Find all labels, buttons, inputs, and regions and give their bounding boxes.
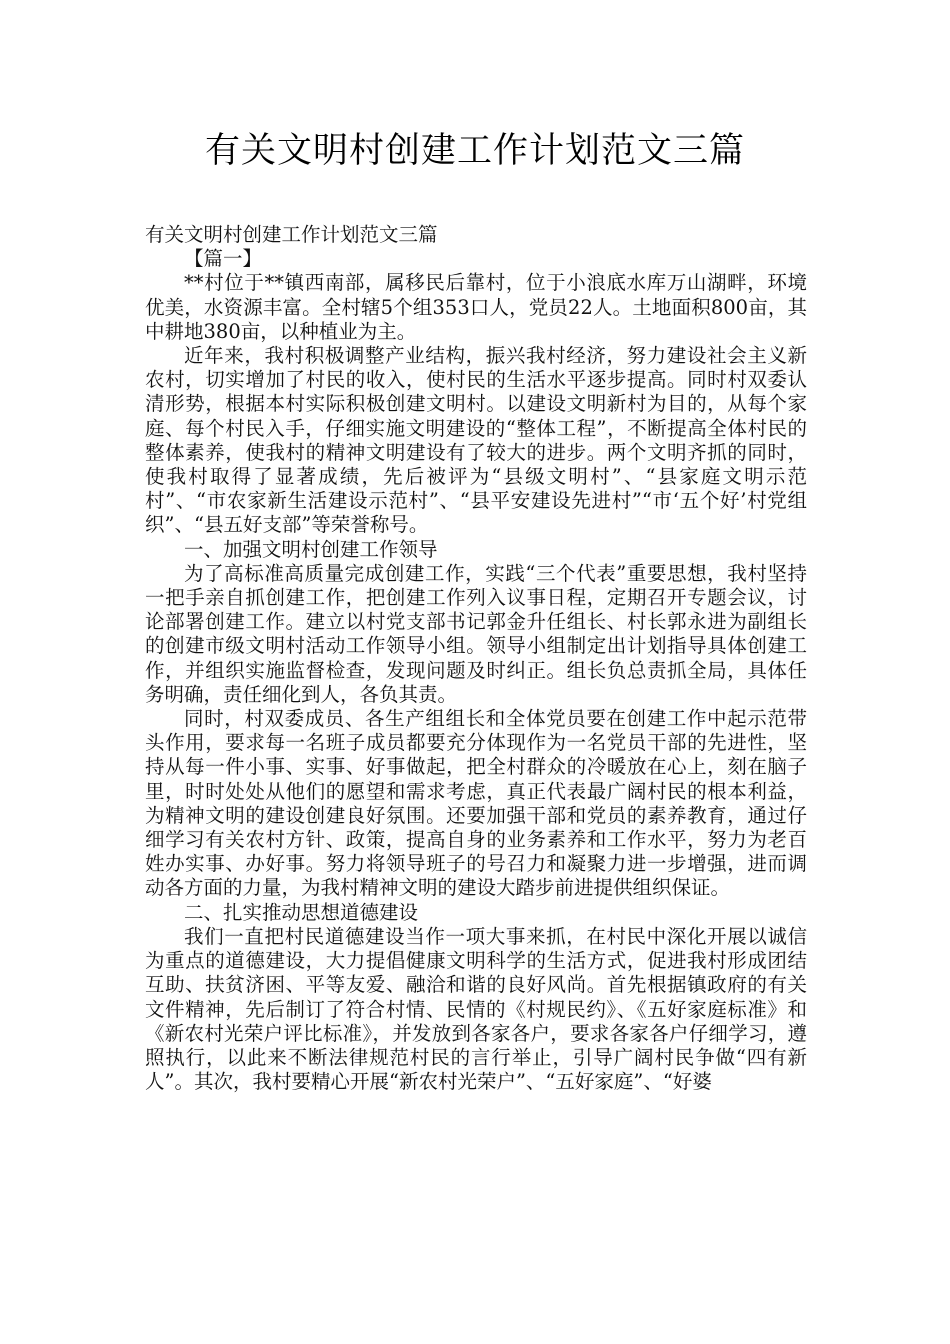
document-subtitle: 有关文明村创建工作计划范文三篇 [145,223,438,246]
part-label: 【篇一】 [184,247,263,271]
document-title: 有关文明村创建工作计划范文三篇 [204,131,745,171]
document-body [145,223,807,1094]
section-heading: 一、加强文明村创建工作领导 [184,537,438,561]
paragraph: 我们一直把村民道德建设当作一项大事来抓，在村民中深化开展以诚信为重点的道德建设，大力提倡健康文明科学的生活方式，促进我村形成团结互助、扶贫济困、平等友爱、融洽和谐的良好风尚。首先根据镇政府的有关文件精神，先后制订了符合村情、民情的《村规民约》、《五好家庭标准》和《新农村光荣户评比标准》，并发放到各家各户，要求各家各户仔细学习，遵照执行，以此来不断法律规范村民的言行举止，引导广阔村民争做“四有新人”。其次，我村要精心开展“新农村光荣户”、“五好家庭”、“好婆 [145,924,807,1094]
paragraph: 为了高标准高质量完成创建工作，实践“三个代表”重要思想，我村坚持一把手亲自抓创建工作，把创建工作列入议事日程，定期召开专题会议，讨论部署创建工作。建立以村党支部书记郭金升任组长、村长郭永进为副组长的创建市级文明村活动工作领导小组。领导小组制定出计划指导具体创建工作，并组织实施监督检查，发现问题及时纠正。组长负总责抓全局，具体任务明确，责任细化到人，各负其责。 [145,561,807,706]
paragraph: 同时，村双委成员、各生产组组长和全体党员要在创建工作中起示范带头作用，要求每一名班子成员都要充分体现作为一名党员干部的先进性，坚持从每一件小事、实事、好事做起，把全村群众的冷暖放在心上，刻在脑子里，时时处处从他们的愿望和需求考虑，真正代表最广阔村民的根本利益，为精神文明的建设创建良好氛围。还要加强干部和党员的素养教育，通过仔细学习有关农村方针、政策，提高自身的业务素养和工作水平，努力为老百姓办实事、办好事。努力将领导班子的号召力和凝聚力进一步增强，进而调动各方面的力量，为我村精神文明的建设大踏步前进提供组织保证。 [145,707,807,900]
section-heading: 二、扎实推动思想道德建设 [184,900,419,924]
paragraph: 近年来，我村积极调整产业结构，振兴我村经济，努力建设社会主义新农村，切实增加了村民的收入，使村民的生活水平逐步提高。同时村双委认清形势，根据本村实际积极创建文明村。以建设文明新村为目的，从每个家庭、每个村民入手，仔细实施文明建设的“整体工程”，不断提高全体村民的整体素养，使我村的精神文明建设有了较大的进步。两个文明齐抓的同时，使我村取得了显著成绩，先后被评为“县级文明村”、“县家庭文明示范村”、“市农家新生活建设示范村”、“县平安建设先进村”“市‘五个好’村党组织”、“县五好支部”等荣誉称号。 [145,344,807,537]
paragraph: **村位于**镇西南部，属移民后靠村，位于小浪底水库万山湖畔，环境优美，水资源丰富。全村辖5个组353口人，党员22人。土地面积800亩，其中耕地380亩，以种植业为主。 [145,271,807,343]
